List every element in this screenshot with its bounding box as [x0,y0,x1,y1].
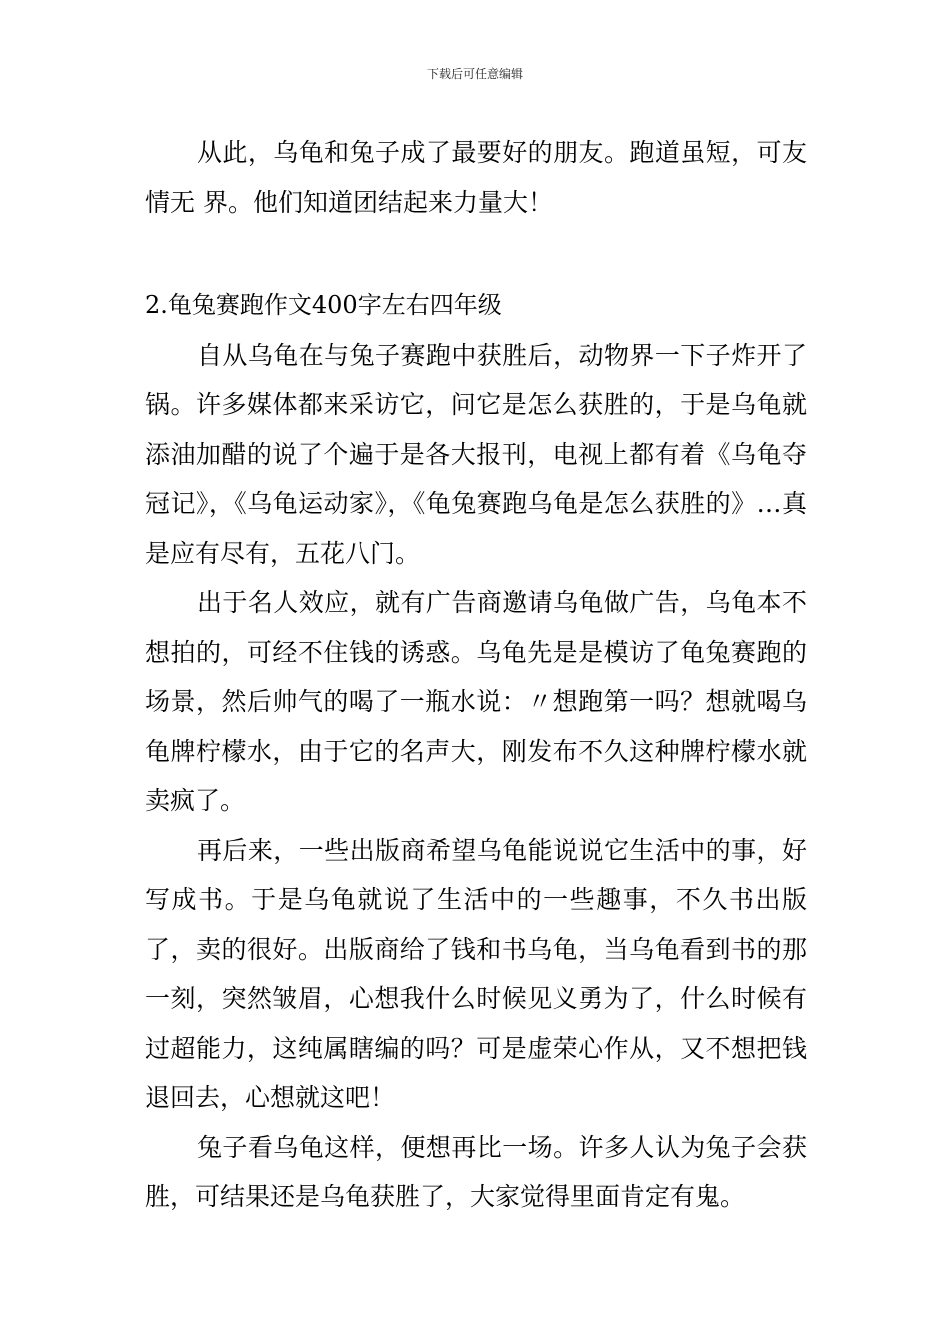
section-heading: 2.龟兔赛跑作文400字左右四年级 [145,291,502,319]
page-header: 下载后可任意编辑 [426,67,523,81]
story-paragraph-2: 出于名人效应，就有广告商邀请乌龟做广告，乌龟本不想拍的，可经不住钱的诱惑。乌龟先是是模访了龟兔赛跑的场景，然后帅气的喝了一瓶水说：〃想跑第一吗？想就喝乌龟牌柠檬水，由于它的名声大，刚发布不久这种牌柠檬水就卖疯了。 [145,588,807,815]
intro-paragraph: 从此，乌龟和兔子成了最要好的朋友。跑道虽短，可友情无 界。他们知道团结起来力量大！ [145,138,807,217]
story-paragraph-1: 自从乌龟在与兔子赛跑中获胜后，动物界一下子炸开了锅。许多媒体都来采访它，问它是怎么获胜的，于是乌龟就添油加醋的说了个遍于是各大报刊，电视上都有着《乌龟夺冠记》，《乌龟运动家》，《龟兔赛跑乌龟是怎么获胜的》…真是应有尽有，五花八门。 [145,340,807,568]
story-paragraph-4: 兔子看乌龟这样，便想再比一场。许多人认为兔子会获胜，可结果还是乌龟获胜了，大家觉得里面肯定有鬼。 [145,1132,807,1211]
document-body [145,128,807,1222]
story-paragraph-3: 再后来，一些出版商希望乌龟能说说它生活中的事，好写成书。于是乌龟就说了生活中的一些趣事，不久书出版了，卖的很好。出版商给了钱和书乌龟，当乌龟看到书的那一刻，突然皱眉，心想我什么时候见义勇为了，什么时候有过超能力，这纯属瞎编的吗？可是虚荣心作从，又不想把钱退回去，心想就这吧！ [145,835,807,1112]
section-spacer [145,227,807,281]
